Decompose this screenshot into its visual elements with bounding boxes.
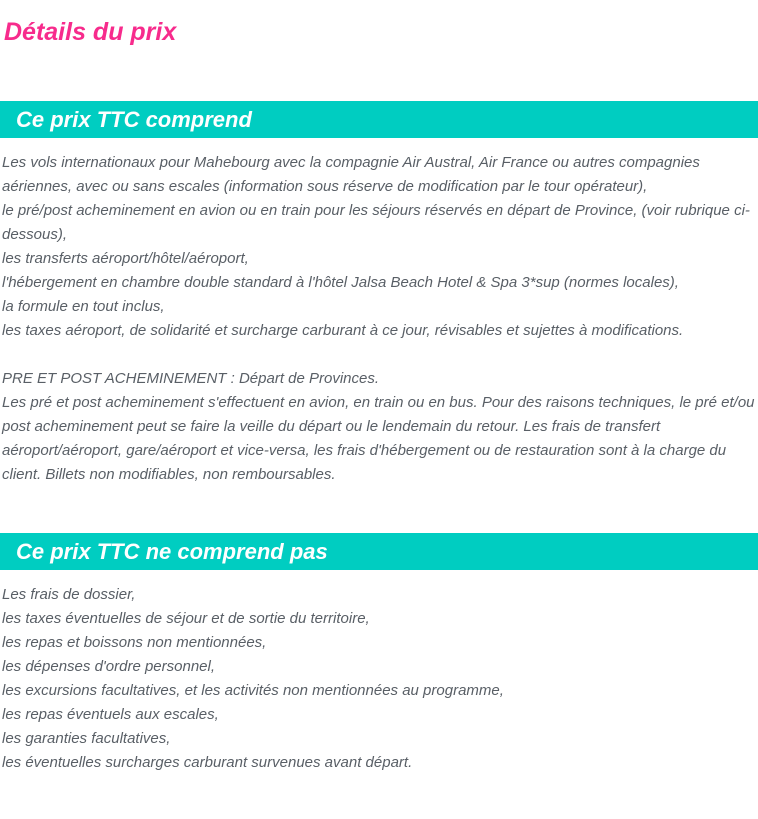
included-list bbox=[2, 151, 758, 343]
pre-post-note-body: Les pré et post acheminement s'effectuent en avion, en train ou en bus. Pour des raisons techniques, le pré et/ou post acheminement peut se faire la veille du départ ou le lendemain du retour. Les frais de transfert aéroport/aéroport, gare/aéroport et vice-versa, les frais d'hébergement ou de restauration sont à la charge du client. Billets non modifiables, non remboursables. bbox=[2, 394, 755, 483]
not-included-item: les garanties facultatives, bbox=[2, 730, 171, 747]
included-item: l'hébergement en chambre double standard à l'hôtel Jalsa Beach Hotel & Spa 3*sup (normes locales), bbox=[2, 274, 679, 291]
section-not-included-header-label: Ce prix TTC ne comprend pas bbox=[16, 538, 328, 564]
included-item: Les vols internationaux pour Mahebourg avec la compagnie Air Austral, Air France ou autres compagnies aériennes, avec ou sans escales (information sous réserve de modification par le tour opérateur), bbox=[2, 154, 700, 195]
included-item: les transferts aéroport/hôtel/aéroport, bbox=[2, 250, 249, 267]
section-not-included bbox=[0, 533, 758, 775]
not-included-list bbox=[2, 583, 758, 775]
page-title: Détails du prix bbox=[4, 18, 177, 46]
not-included-item: les dépenses d'ordre personnel, bbox=[2, 658, 216, 675]
not-included-item: les excursions facultatives, et les activités non mentionnées au programme, bbox=[2, 682, 504, 699]
section-included-header-band bbox=[0, 101, 758, 138]
pre-post-note bbox=[2, 367, 758, 487]
included-item: les taxes aéroport, de solidarité et surcharge carburant à ce jour, révisables et sujettes à modifications. bbox=[2, 322, 684, 339]
included-item: la formule en tout inclus, bbox=[2, 298, 165, 315]
section-not-included-header-band bbox=[0, 533, 758, 570]
not-included-item: les repas et boissons non mentionnées, bbox=[2, 634, 267, 651]
included-item: le pré/post acheminement en avion ou en train pour les séjours réservés en départ de Province, (voir rubrique ci-dessous), bbox=[2, 202, 750, 243]
price-details-page bbox=[0, 16, 758, 775]
not-included-item: les éventuelles surcharges carburant survenues avant départ. bbox=[2, 754, 413, 771]
section-included-header-label: Ce prix TTC comprend bbox=[16, 106, 252, 132]
not-included-item: les repas éventuels aux escales, bbox=[2, 706, 219, 723]
pre-post-note-title: PRE ET POST ACHEMINEMENT : Départ de Provinces. bbox=[2, 370, 380, 387]
section-included bbox=[0, 101, 758, 487]
not-included-item: Les frais de dossier, bbox=[2, 586, 136, 603]
not-included-item: les taxes éventuelles de séjour et de sortie du territoire, bbox=[2, 610, 370, 627]
